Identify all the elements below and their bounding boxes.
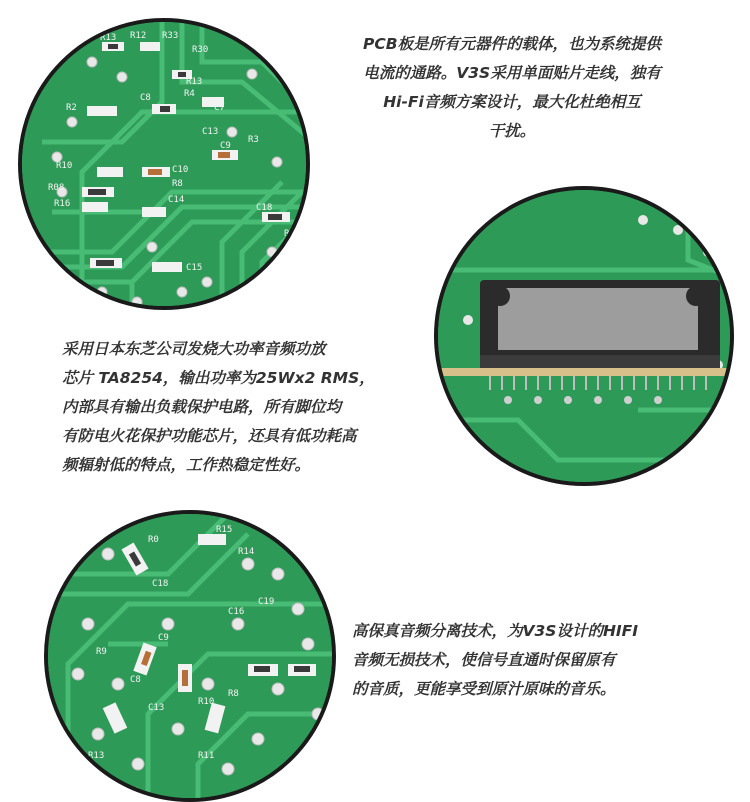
description-line: Hi-Fi音频方案设计，最大化杜绝相互 xyxy=(383,93,641,111)
description-line: 有防电火花保护功能芯片，还具有低功耗高 xyxy=(62,427,357,445)
board-label: C13 xyxy=(148,703,165,713)
board-label: R30 xyxy=(192,45,209,55)
pcb-closeup-image-1 xyxy=(18,18,310,310)
board-label: C13 xyxy=(202,127,219,137)
board-label: C15 xyxy=(186,263,203,273)
board-label: R13 xyxy=(88,751,105,761)
board-label: C8 xyxy=(130,675,141,685)
hifi-description xyxy=(352,617,638,704)
board-label: C7 xyxy=(214,103,225,113)
board-label: C18 xyxy=(256,203,273,213)
board-label: R0 xyxy=(284,229,295,239)
pcb-components-graphic xyxy=(48,514,336,802)
board-label: C9 xyxy=(158,633,169,643)
board-label: C19 xyxy=(258,597,275,607)
board-label: C8 xyxy=(140,93,151,103)
board-label: C9 xyxy=(220,141,231,151)
board-label: R16 xyxy=(54,199,71,209)
board-label: R33 xyxy=(162,31,179,41)
board-label: R10 xyxy=(56,161,73,171)
description-line: 高保真音频分离技术，为V3S设计的HIFI xyxy=(352,622,639,640)
description-line: 电流的通路。V3S采用单面贴片走线，独有 xyxy=(363,64,661,82)
board-label: R13 xyxy=(100,33,117,43)
board-label: R8 xyxy=(172,179,183,189)
board-label: R0 xyxy=(148,535,159,545)
description-line: 芯片 TA8254，输出功率为25Wx2 RMS， xyxy=(62,369,375,387)
chip-description xyxy=(62,335,375,480)
description-line: 的音质，更能享受到原汁原味的音乐。 xyxy=(352,680,616,698)
board-label: R2 xyxy=(66,103,77,113)
board-label: C14 xyxy=(168,195,185,205)
board-label: R9 xyxy=(96,647,107,657)
description-line: 采用日本东芝公司发烧大功率音频功放 xyxy=(62,340,326,358)
description-line: PCB板是所有元器件的载体，也为系统提供 xyxy=(362,35,662,53)
board-label: R3 xyxy=(248,135,259,145)
amplifier-chip-graphic xyxy=(438,190,734,486)
description-line: 内部具有输出负载保护电路，所有脚位均 xyxy=(62,398,342,416)
description-line: 音频无损技术，使信号直通时保留原有 xyxy=(352,651,616,669)
board-label: C10 xyxy=(172,165,189,175)
amplifier-chip-image xyxy=(434,186,734,486)
pcb-traces-graphic xyxy=(22,22,310,310)
board-label: R14 xyxy=(238,547,255,557)
pcb-description xyxy=(302,30,722,146)
board-label: R08 xyxy=(48,183,65,193)
board-label: R10 xyxy=(198,697,215,707)
board-label: R12 xyxy=(130,31,147,41)
board-label: R4 xyxy=(184,89,195,99)
board-label: R8 xyxy=(228,689,239,699)
pcb-closeup-image-2 xyxy=(44,510,336,802)
board-label: R11 xyxy=(198,751,215,761)
board-label: C18 xyxy=(152,579,169,589)
description-line: 频辐射低的特点，工作热稳定性好。 xyxy=(62,456,311,474)
board-label: R13 xyxy=(186,77,203,87)
board-label: R15 xyxy=(216,525,233,535)
board-label: C8 xyxy=(128,787,139,797)
description-line: 干扰。 xyxy=(488,122,536,140)
board-label: C16 xyxy=(228,607,245,617)
